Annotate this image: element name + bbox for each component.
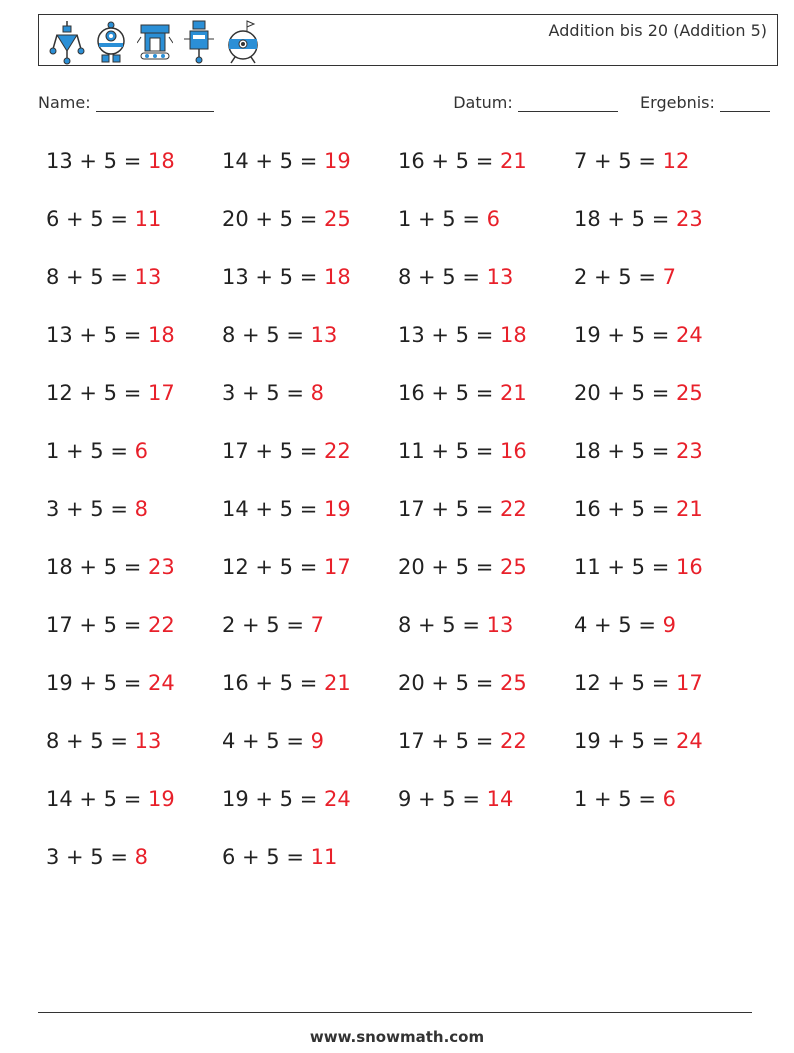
- problem-cell: [398, 373, 574, 413]
- problem-answer: 25: [323, 207, 351, 231]
- problem-question: 2 + 5 =: [222, 613, 311, 637]
- problem-question: 11 + 5 =: [574, 555, 676, 579]
- problem-cell: [574, 721, 750, 761]
- header-box: [38, 14, 778, 66]
- problem-answer: 21: [499, 149, 527, 173]
- footer-website: www.snowmath.com: [309, 1028, 485, 1046]
- problem-answer: 13: [486, 265, 514, 289]
- problem-question: 13 + 5 =: [46, 149, 148, 173]
- problem-answer: 13: [134, 265, 162, 289]
- problem-cell: [46, 547, 222, 587]
- problem-question: 8 + 5 =: [222, 323, 311, 347]
- robot-icon-1: [49, 19, 85, 65]
- problem-question: 17 + 5 =: [398, 729, 500, 753]
- problem-question: 14 + 5 =: [222, 149, 324, 173]
- problem-cell: [46, 257, 222, 297]
- problem-answer: 18: [147, 323, 175, 347]
- problem-question: 4 + 5 =: [574, 613, 663, 637]
- problem-cell: [574, 373, 750, 413]
- problem-question: 8 + 5 =: [398, 613, 487, 637]
- problem-answer: 22: [499, 497, 527, 521]
- problem-question: 2 + 5 =: [574, 265, 663, 289]
- problem-question: 8 + 5 =: [46, 265, 135, 289]
- problem-cell: [46, 141, 222, 181]
- problem-cell: [222, 199, 398, 239]
- problem-answer: 12: [662, 149, 690, 173]
- footer-divider: [38, 1012, 752, 1013]
- problem-question: 17 + 5 =: [222, 439, 324, 463]
- problem-question: 8 + 5 =: [398, 265, 487, 289]
- problem-cell: [46, 605, 222, 645]
- problem-cell: [574, 663, 750, 703]
- problem-answer: 23: [147, 555, 175, 579]
- problem-answer: 18: [499, 323, 527, 347]
- problem-question: 20 + 5 =: [574, 381, 676, 405]
- problem-answer: 22: [499, 729, 527, 753]
- problem-row: [46, 199, 750, 257]
- problem-question: 18 + 5 =: [46, 555, 148, 579]
- problem-answer: 25: [675, 381, 703, 405]
- problem-cell: [398, 663, 574, 703]
- problem-answer: 17: [323, 555, 351, 579]
- problem-cell: [574, 199, 750, 239]
- problem-question: 3 + 5 =: [222, 381, 311, 405]
- problem-question: 16 + 5 =: [398, 149, 500, 173]
- problem-question: 13 + 5 =: [398, 323, 500, 347]
- problem-answer: 13: [486, 613, 514, 637]
- problem-question: 19 + 5 =: [574, 729, 676, 753]
- problem-answer: 25: [499, 555, 527, 579]
- problem-question: 12 + 5 =: [574, 671, 676, 695]
- problem-answer: 11: [134, 207, 162, 231]
- problem-answer: 21: [675, 497, 703, 521]
- problem-answer: 22: [147, 613, 175, 637]
- problem-cell: [222, 721, 398, 761]
- problem-row: [46, 605, 750, 663]
- problem-cell: [574, 489, 750, 529]
- date-score-fields: [453, 93, 770, 112]
- problem-cell: [398, 779, 574, 819]
- score-label: Ergebnis:: [640, 93, 715, 112]
- problem-answer: 18: [323, 265, 351, 289]
- problem-answer: 19: [147, 787, 175, 811]
- problem-cell: [222, 489, 398, 529]
- problem-question: 16 + 5 =: [398, 381, 500, 405]
- problem-cell: [46, 489, 222, 529]
- problem-answer: 13: [134, 729, 162, 753]
- problem-cell: [574, 779, 750, 819]
- problem-row: [46, 431, 750, 489]
- score-line: [720, 95, 770, 112]
- problem-answer: 24: [147, 671, 175, 695]
- problem-cell: [574, 257, 750, 297]
- problem-cell: [574, 431, 750, 471]
- problem-question: 16 + 5 =: [222, 671, 324, 695]
- date-line: [518, 95, 618, 112]
- problem-cell: [46, 315, 222, 355]
- problem-cell: [574, 315, 750, 355]
- problem-question: 14 + 5 =: [46, 787, 148, 811]
- problem-cell: [46, 431, 222, 471]
- problem-row: [46, 315, 750, 373]
- problem-question: 13 + 5 =: [46, 323, 148, 347]
- problem-question: 19 + 5 =: [46, 671, 148, 695]
- problem-cell: [222, 257, 398, 297]
- problem-cell: [222, 141, 398, 181]
- problem-cell: [222, 663, 398, 703]
- problem-answer: 13: [310, 323, 338, 347]
- problem-cell: [222, 315, 398, 355]
- problem-question: 12 + 5 =: [222, 555, 324, 579]
- problem-cell: [398, 605, 574, 645]
- problem-cell: [398, 721, 574, 761]
- problem-row: [46, 779, 750, 837]
- name-line: [96, 95, 214, 112]
- problem-row: [46, 257, 750, 315]
- problem-cell: [574, 605, 750, 645]
- problem-row: [46, 373, 750, 431]
- problem-cell: [222, 605, 398, 645]
- robot-icon-5: [225, 19, 261, 65]
- problem-answer: 16: [499, 439, 527, 463]
- problem-question: 20 + 5 =: [222, 207, 324, 231]
- problem-cell: [46, 199, 222, 239]
- problem-question: 20 + 5 =: [398, 555, 500, 579]
- problem-row: [46, 721, 750, 779]
- problem-row: [46, 547, 750, 605]
- problem-answer: 11: [310, 845, 338, 869]
- worksheet-title: Addition bis 20 (Addition 5): [548, 21, 767, 40]
- problem-cell: [398, 431, 574, 471]
- problem-question: 6 + 5 =: [222, 845, 311, 869]
- problem-answer: 23: [675, 439, 703, 463]
- problem-question: 1 + 5 =: [46, 439, 135, 463]
- problem-question: 20 + 5 =: [398, 671, 500, 695]
- problem-answer: 9: [662, 613, 676, 637]
- date-label: Datum:: [453, 93, 513, 112]
- problem-row: [46, 141, 750, 199]
- problem-answer: 24: [675, 323, 703, 347]
- problem-answer: 24: [323, 787, 351, 811]
- robot-icon-3: [137, 19, 173, 65]
- problem-answer: 6: [662, 787, 676, 811]
- problem-answer: 6: [134, 439, 148, 463]
- problem-answer: 8: [134, 497, 148, 521]
- problem-answer: 14: [486, 787, 514, 811]
- robot-icons: [49, 19, 261, 65]
- problem-answer: 18: [147, 149, 175, 173]
- problem-question: 6 + 5 =: [46, 207, 135, 231]
- problem-cell: [398, 257, 574, 297]
- problem-question: 19 + 5 =: [222, 787, 324, 811]
- problem-answer: 19: [323, 497, 351, 521]
- problem-cell: [46, 779, 222, 819]
- problem-answer: 25: [499, 671, 527, 695]
- robot-icon-2: [93, 19, 129, 65]
- problem-cell: [398, 315, 574, 355]
- problem-answer: 17: [675, 671, 703, 695]
- problem-cell: [222, 547, 398, 587]
- problem-answer: 7: [310, 613, 324, 637]
- problem-cell: [46, 373, 222, 413]
- problem-cell: [574, 141, 750, 181]
- problem-cell: [398, 141, 574, 181]
- problem-question: 9 + 5 =: [398, 787, 487, 811]
- name-field: [38, 93, 214, 112]
- problem-row: [46, 489, 750, 547]
- problem-cell: [222, 431, 398, 471]
- problem-answer: 7: [662, 265, 676, 289]
- problem-answer: 8: [310, 381, 324, 405]
- problem-cell: [574, 547, 750, 587]
- problem-question: 17 + 5 =: [398, 497, 500, 521]
- problem-question: 18 + 5 =: [574, 207, 676, 231]
- problem-answer: 21: [499, 381, 527, 405]
- problem-answer: 17: [147, 381, 175, 405]
- problem-grid: [46, 141, 750, 895]
- problem-answer: 21: [323, 671, 351, 695]
- problem-question: 11 + 5 =: [398, 439, 500, 463]
- problem-question: 16 + 5 =: [574, 497, 676, 521]
- problem-cell: [46, 721, 222, 761]
- problem-cell: [222, 837, 398, 877]
- problem-cell: [222, 779, 398, 819]
- problem-question: 18 + 5 =: [574, 439, 676, 463]
- problem-question: 4 + 5 =: [222, 729, 311, 753]
- problem-question: 12 + 5 =: [46, 381, 148, 405]
- problem-cell: [222, 373, 398, 413]
- problem-answer: 8: [134, 845, 148, 869]
- problem-question: 19 + 5 =: [574, 323, 676, 347]
- problem-answer: 24: [675, 729, 703, 753]
- problem-question: 13 + 5 =: [222, 265, 324, 289]
- problem-answer: 16: [675, 555, 703, 579]
- problem-question: 1 + 5 =: [574, 787, 663, 811]
- problem-question: 3 + 5 =: [46, 845, 135, 869]
- problem-answer: 23: [675, 207, 703, 231]
- problem-cell: [398, 489, 574, 529]
- problem-answer: 19: [323, 149, 351, 173]
- problem-answer: 9: [310, 729, 324, 753]
- problem-answer: 6: [486, 207, 500, 231]
- problem-question: 8 + 5 =: [46, 729, 135, 753]
- problem-answer: 22: [323, 439, 351, 463]
- problem-question: 7 + 5 =: [574, 149, 663, 173]
- problem-cell: [46, 663, 222, 703]
- problem-question: 3 + 5 =: [46, 497, 135, 521]
- problem-cell: [398, 547, 574, 587]
- problem-question: 14 + 5 =: [222, 497, 324, 521]
- problem-row: [46, 837, 750, 895]
- problem-question: 1 + 5 =: [398, 207, 487, 231]
- problem-question: 17 + 5 =: [46, 613, 148, 637]
- name-label: Name:: [38, 93, 91, 112]
- problem-cell: [398, 199, 574, 239]
- problem-row: [46, 663, 750, 721]
- robot-icon-4: [181, 19, 217, 65]
- problem-cell: [46, 837, 222, 877]
